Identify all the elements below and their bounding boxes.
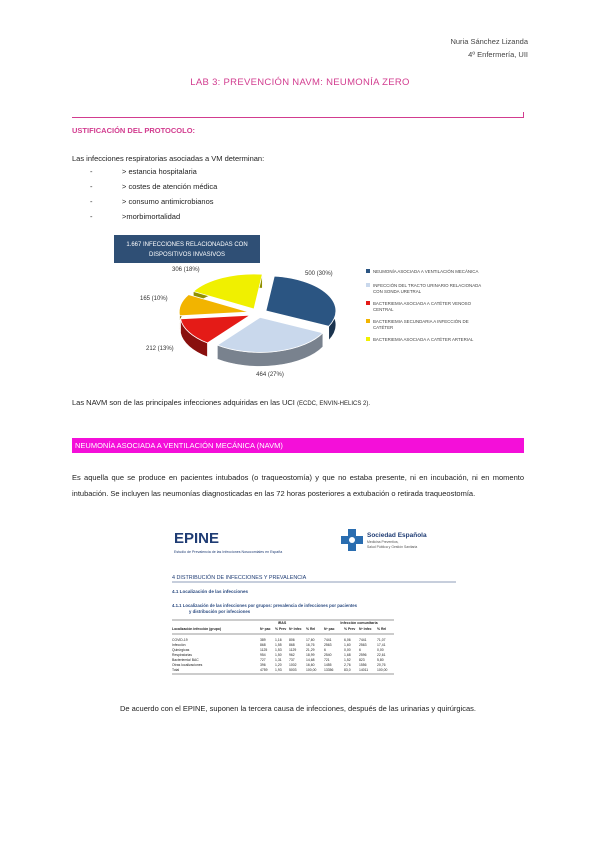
table-cell: 16,60 bbox=[306, 663, 315, 667]
table-group-header: IRAS bbox=[277, 621, 287, 625]
table-cell: 14011 bbox=[359, 668, 369, 672]
table-cell: 1,50 bbox=[275, 653, 282, 657]
table-cell: 0,00 bbox=[344, 648, 351, 652]
table-group-header: Infección comunitaria bbox=[340, 621, 378, 625]
table-cell: 21,29 bbox=[306, 648, 315, 652]
epine-section: 4 DISTRIBUCIÓN DE INFECCIONES Y PREVALENCIA bbox=[172, 575, 307, 581]
table-cell: 2563 bbox=[359, 643, 367, 647]
chart-title: 1.667 INFECCIONES RELACIONADAS CON bbox=[126, 242, 248, 248]
table-cell: Quirúrgicas bbox=[172, 648, 190, 652]
pie-chart bbox=[110, 233, 510, 383]
author-course: 4º Enfermería, UII bbox=[468, 50, 528, 59]
table-cell: 18,99 bbox=[306, 653, 315, 657]
table-cell: 100,00 bbox=[306, 668, 317, 672]
table-cell: 5,80 bbox=[377, 658, 384, 662]
epine-table-title: 4.1.1 Localización de las infecciones por grupos: prevalencia de infecciones por pacientes y distribución por infecciones bbox=[172, 603, 358, 614]
table-cell: 7441 bbox=[359, 638, 367, 642]
table-cell: 83,0 bbox=[344, 668, 351, 672]
legend-entry: NEUMONÍA ASOCIADA A VENTILACIÓN MECÁNICA bbox=[373, 269, 479, 274]
society-sub: Salud Pública y Gestión Sanitaria bbox=[367, 545, 418, 549]
epine-figure bbox=[172, 523, 462, 683]
table-cell: 20,76 bbox=[377, 663, 386, 667]
table-column-header: Localización infección (grupo) bbox=[172, 627, 221, 631]
table-cell: 1,68 bbox=[344, 653, 351, 657]
table-cell: 71,07 bbox=[377, 638, 386, 642]
conclusion-text: De acuerdo con el EPINE, suponen la tercera causa de infecciones, después de las urinarias y quirúrgicas. bbox=[119, 704, 477, 713]
table-cell: 1,93 bbox=[275, 668, 282, 672]
pie-slice bbox=[266, 276, 336, 326]
table-cell: 806 bbox=[289, 638, 295, 642]
table-cell: 1125 bbox=[260, 648, 268, 652]
table-cell: 2,76 bbox=[344, 663, 351, 667]
table-cell: 0,00 bbox=[377, 648, 384, 652]
table-cell: 868 bbox=[260, 643, 266, 647]
navm-sentence-text: Las NAVM son de las principales infecciones adquiridas en las UCI bbox=[72, 398, 295, 407]
table-cell: 962 bbox=[289, 653, 295, 657]
table-cell: 1,53 bbox=[275, 648, 282, 652]
table-cell: 868 bbox=[289, 643, 295, 647]
pie-data-label: 306 (18%) bbox=[172, 267, 200, 273]
epine-subtitle: Estudio de Prevalencia de las Infecciones Nosocomiales en España bbox=[174, 550, 283, 554]
table-cell: 7441 bbox=[324, 638, 332, 642]
table-cell: 727 bbox=[260, 658, 266, 662]
table-cell: 954 bbox=[260, 653, 266, 657]
table-cell: 1,31 bbox=[275, 658, 282, 662]
table-cell: 6 bbox=[324, 648, 326, 652]
navm-sentence bbox=[72, 398, 370, 407]
table-cell: 6 bbox=[359, 648, 361, 652]
table-cell: 2540 bbox=[324, 653, 332, 657]
pie-data-label: 165 (10%) bbox=[140, 296, 168, 302]
list-item: - > estancia hospitalaria bbox=[90, 167, 197, 176]
table-cell: 22,61 bbox=[377, 653, 386, 657]
navm-source: (ECDC, ENVIN-HELICS 2). bbox=[296, 401, 370, 407]
table-cell: 737 bbox=[289, 658, 295, 662]
table-cell: 17,41 bbox=[377, 643, 386, 647]
table-cell: 5003 bbox=[289, 668, 297, 672]
table-cell: 1,16 bbox=[275, 638, 282, 642]
table-column-header: Nº pac bbox=[324, 627, 335, 631]
society-sub: Medicina Preventiva, bbox=[367, 540, 399, 544]
chart-title-box bbox=[114, 235, 260, 263]
table-cell: 823 bbox=[359, 658, 365, 662]
legend-swatch bbox=[366, 301, 370, 305]
society-logo-icon bbox=[341, 529, 363, 551]
table-cell: 4759 bbox=[260, 668, 268, 672]
author-name: Nuria Sánchez Lizanda bbox=[450, 37, 528, 46]
legend-entry: BACTERIEMIA ASOCIADA A CATÉTER VENOSO CENTRAL bbox=[373, 301, 471, 312]
table-cell: Respiratorias bbox=[172, 653, 192, 657]
legend-swatch bbox=[366, 269, 370, 273]
pie-data-label: 464 (27%) bbox=[256, 372, 284, 378]
table-cell: Total bbox=[172, 668, 180, 672]
table-cell: 389 bbox=[260, 638, 266, 642]
table-column-header: % Prev bbox=[344, 627, 356, 631]
table-cell: 396 bbox=[260, 663, 266, 667]
author-block bbox=[450, 35, 528, 61]
table-column-header: Nº Infec bbox=[359, 627, 372, 631]
chart-title-line2: DISPOSITIVOS INVASIVOS bbox=[149, 252, 225, 258]
title-divider-end bbox=[523, 112, 524, 118]
section-heading-navm: NEUMONÍA ASOCIADA A VENTILACIÓN MECÁNICA (NAVM) bbox=[75, 441, 283, 450]
epine-logo: EPINE bbox=[174, 530, 220, 547]
table-column-header: Nº Infec bbox=[289, 627, 302, 631]
navm-definition: Es aquella que se produce en pacientes intubados (o traqueostomía) y que no estaba presente, ni en incubación, ni en momento intubación. Se incluyen las neumonías diagnosticadas en las 72 horas posteriores a extubación o retirada traqueostomía. bbox=[72, 473, 524, 498]
table-cell: Infección bbox=[172, 643, 186, 647]
legend-swatch bbox=[366, 319, 370, 323]
table-cell: 2563 bbox=[324, 643, 332, 647]
table-column-header: % Rel bbox=[377, 627, 387, 631]
section-heading-justification: USTIFICACIÓN DEL PROTOCOLO: bbox=[72, 126, 196, 135]
table-cell: 16,76 bbox=[306, 643, 315, 647]
table-cell: 1002 bbox=[289, 663, 297, 667]
table-cell: 721 bbox=[324, 658, 330, 662]
legend-entry: BACTERIEMIA ASOCIADA A CATÉTER ARTERIAL bbox=[373, 337, 474, 342]
title-divider bbox=[72, 117, 524, 118]
table-cell: 6,06 bbox=[344, 638, 351, 642]
table-column-header: % Rel bbox=[306, 627, 316, 631]
pie-data-label: 212 (13%) bbox=[146, 346, 174, 352]
table-cell: 1,52 bbox=[344, 658, 351, 662]
table-cell: 1129 bbox=[289, 648, 297, 652]
table-cell: 100,00 bbox=[377, 668, 388, 672]
society-name: Sociedad Española bbox=[367, 532, 427, 539]
table-column-header: % Prev bbox=[275, 627, 287, 631]
table-cell: 1,20 bbox=[275, 663, 282, 667]
table-cell: 17,60 bbox=[306, 638, 315, 642]
pie-data-label: 500 (30%) bbox=[305, 271, 333, 277]
table-cell: 13356 bbox=[324, 668, 334, 672]
table-cell: 1,55 bbox=[275, 643, 282, 647]
table-cell: 14,68 bbox=[306, 658, 315, 662]
epine-subsection: 4.1 Localización de las infecciones bbox=[172, 589, 249, 594]
list-item: - >morbimortalidad bbox=[90, 212, 181, 221]
legend-swatch bbox=[366, 283, 370, 287]
legend-entry: BACTERIEMIA SECUNDARIA A INFECCIÓN DE CATÉTER bbox=[373, 319, 469, 330]
table-cell: 1,60 bbox=[344, 643, 351, 647]
legend-entry: INFECCIÓN DEL TRACTO URINARIO RELACIONADA CON SONDA URETRAL bbox=[373, 283, 482, 294]
intro-text: Las infecciones respiratorias asociadas a VM determinan: bbox=[72, 154, 265, 163]
table-cell: 1556 bbox=[359, 663, 367, 667]
table-cell: Bacteriemia/ BAC bbox=[172, 658, 199, 662]
legend-swatch bbox=[366, 337, 370, 341]
table-cell: Otras localizaciones bbox=[172, 663, 203, 667]
table-cell: COVID-19 bbox=[172, 638, 188, 642]
bullet-list bbox=[90, 167, 217, 227]
list-item: - > costes de atención médica bbox=[90, 182, 218, 191]
list-item: - > consumo antimicrobianos bbox=[90, 197, 214, 206]
document-title: LAB 3: PREVENCIÓN NAVM: NEUMONÍA ZERO bbox=[190, 77, 410, 88]
table-column-header: Nº pac bbox=[260, 627, 271, 631]
section-banner-navm bbox=[72, 438, 524, 453]
table-cell: 2596 bbox=[359, 653, 367, 657]
table-cell: 1455 bbox=[324, 663, 332, 667]
pie-slices bbox=[179, 274, 336, 352]
